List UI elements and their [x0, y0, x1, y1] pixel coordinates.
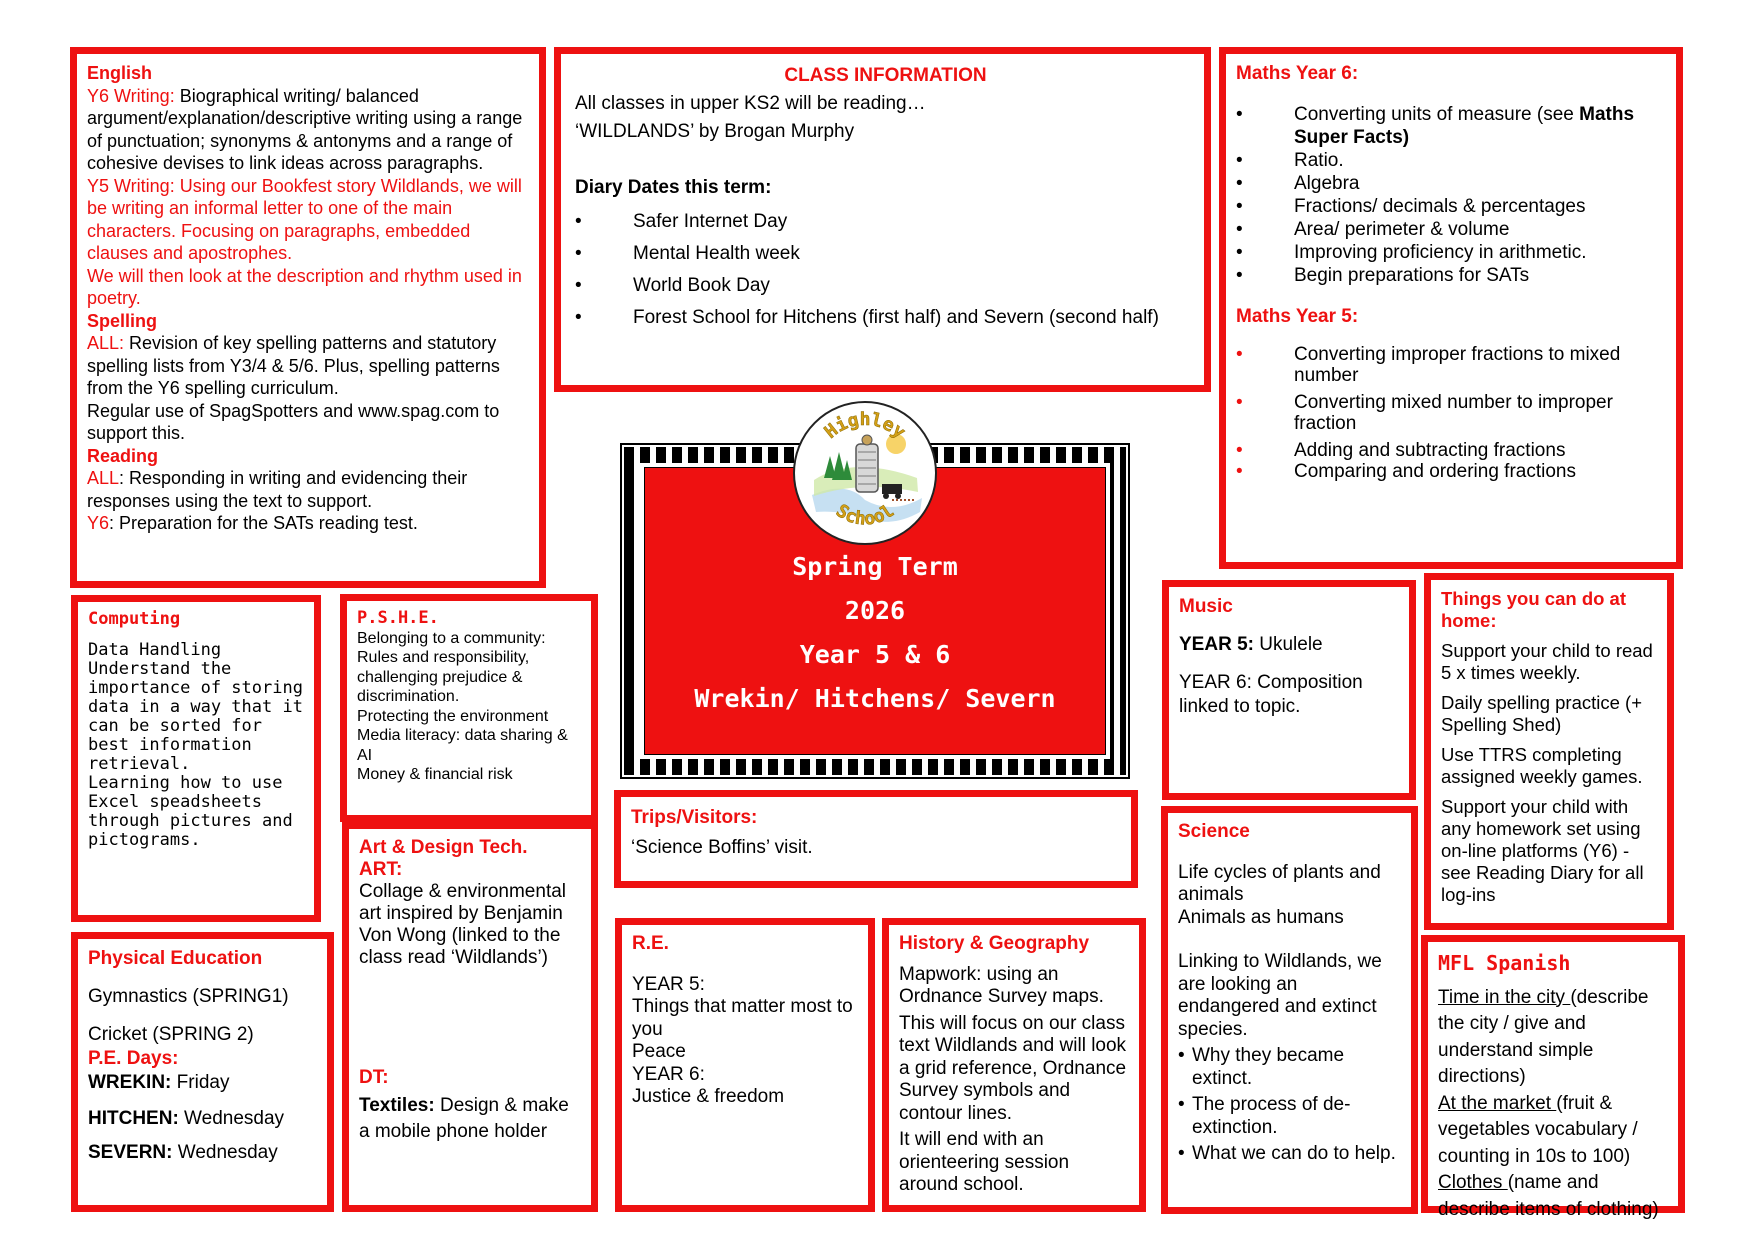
pshe-line-2: Protecting the environment — [357, 707, 549, 725]
pe-day-hitchen: HITCHEN: Wednesday — [88, 1108, 285, 1129]
list-item: • Forest School for Hitchens (first half) and Severn (second half) — [575, 307, 1159, 328]
list-item: • Begin preparations for SATs — [1236, 265, 1530, 286]
english-poetry: We will then look at the description and rhythm used in poetry. — [87, 265, 522, 308]
dt-text: Textiles: Design & make a mobile phone holder — [359, 1095, 569, 1142]
pe-day-severn: SEVERN: Wednesday — [88, 1142, 278, 1163]
art-text: Collage & environmental art inspired by Benjamin Von Wong (linked to the class read ‘Wildlands’) — [359, 881, 567, 968]
logo-bottom-text: School — [832, 500, 898, 530]
maths6-title: Maths Year 6: — [1236, 63, 1359, 84]
list-item: • Adding and subtracting fractions — [1236, 440, 1566, 461]
computing-panel — [71, 595, 321, 922]
home-item-1: Support your child to read 5 x times weekly. — [1441, 640, 1653, 683]
diary-title: Diary Dates this term: — [575, 177, 772, 198]
list-item: • Improving proficiency in arithmetic. — [1236, 242, 1587, 263]
banner-line-4: Wrekin/ Hitchens/ Severn — [694, 684, 1056, 713]
spelling-text-2: Regular use of SpagSpotters and www.spag.com to support this. — [87, 400, 500, 443]
music-panel — [1162, 580, 1416, 800]
pe-day-wrekin: WREKIN: Friday — [88, 1072, 230, 1093]
english-title: English — [87, 63, 153, 83]
list-item: • What we can do to help. — [1178, 1143, 1396, 1164]
pshe-line-3: Media literacy: data sharing & AI — [357, 727, 568, 764]
class-info-line-2: ‘WILDLANDS’ by Brogan Murphy — [575, 121, 855, 142]
reading-y6: Y6: Preparation for the SATs reading test. — [87, 513, 418, 533]
english-y5-writing: Y5 Writing: Using our Bookfest story Wildlands, we will be writing an informal letter to one of the main characters. Focusing on paragraphs, embedded clauses and apostrophes. — [87, 175, 522, 263]
list-item: • Algebra — [1236, 173, 1360, 194]
music-year6: YEAR 6: Composition linked to topic. — [1179, 672, 1363, 717]
re-panel — [615, 918, 875, 1212]
pe-panel — [71, 932, 334, 1212]
pe-line-1: Gymnastics (SPRING1) — [88, 986, 289, 1007]
list-item: • Comparing and ordering fractions — [1236, 461, 1576, 482]
home-item-4: Support your child with any homework set using on-line platforms (Y6) - see Reading Diary for all log-ins — [1441, 796, 1644, 905]
history-panel — [882, 918, 1146, 1212]
science-panel — [1161, 806, 1418, 1214]
pe-line-2: Cricket (SPRING 2) — [88, 1024, 254, 1045]
diary-list — [575, 206, 1196, 334]
art-label: ART: — [359, 859, 403, 880]
pshe-line-4: Money & financial risk — [357, 766, 513, 783]
english-y6-writing: Y6 Writing: Biographical writing/ balanced argument/explanation/descriptive writing using a range of punctuation; synonyms & antonyms and a range of cohesive devises to link ideas across paragraphs. — [87, 85, 523, 173]
spelling-title: Spelling — [87, 310, 158, 331]
maths5-title: Maths Year 5: — [1236, 306, 1359, 327]
pshe-line-1: Belonging to a community: Rules and responsibility, challenging prejudice & discrimination. — [357, 629, 546, 705]
re-line-2: Things that matter most to you — [632, 996, 853, 1040]
trips-panel — [614, 790, 1138, 888]
computing-title: Computing — [88, 609, 181, 629]
re-line-4: YEAR 6: — [632, 1063, 705, 1085]
home-panel — [1424, 573, 1674, 930]
list-item: • Fractions/ decimals & percentages — [1236, 196, 1586, 217]
science-line-2: Animals as humans — [1178, 906, 1344, 928]
class-info-title: CLASS INFORMATION — [784, 65, 987, 86]
home-item-2: Daily spelling practice (+ Spelling Shed) — [1441, 692, 1643, 735]
trips-text: ‘Science Boffins’ visit. — [631, 837, 813, 858]
pshe-panel — [340, 594, 598, 822]
re-line-3: Peace — [632, 1041, 686, 1062]
list-item: • Converting mixed number to improper fraction — [1236, 392, 1613, 434]
science-list — [1178, 1045, 1403, 1166]
re-line-1: YEAR 5: — [632, 973, 705, 995]
reading-title: Reading — [87, 445, 159, 466]
computing-text-2: Understand the importance of storing data in a way that it can be sorted for best information retrieval. — [88, 659, 303, 774]
list-item: • The process of de-extinction. — [1178, 1094, 1351, 1138]
list-item: • Safer Internet Day — [575, 211, 788, 232]
banner-line-3: Year 5 & 6 — [799, 640, 951, 669]
banner-line-2: 2026 — [844, 596, 906, 625]
list-item: • World Book Day — [575, 275, 770, 296]
mfl-item-2: At the market (fruit & vegetables vocabulary / counting in 10s to 100) — [1438, 1092, 1638, 1167]
trips-title: Trips/Visitors: — [631, 807, 758, 828]
dt-label: DT: — [359, 1067, 389, 1088]
list-item: • Area/ perimeter & volume — [1236, 219, 1510, 240]
mfl-panel — [1421, 935, 1685, 1220]
history-title: History & Geography — [899, 933, 1090, 954]
school-logo — [792, 400, 938, 546]
science-line-3: Linking to Wildlands, we are looking an endangered and extinct species. — [1178, 951, 1382, 1040]
english-panel — [70, 47, 546, 588]
class-info-line-1: All classes in upper KS2 will be reading… — [575, 93, 926, 114]
science-title: Science — [1178, 821, 1250, 842]
re-title: R.E. — [632, 933, 669, 954]
music-year5: YEAR 5: Ukulele — [1179, 634, 1323, 655]
history-p2: This will focus on our class text Wildlands and will look a grid reference, Ordnance Survey symbols and contour lines. — [899, 1012, 1127, 1124]
mfl-title: MFL Spanish — [1438, 951, 1571, 975]
mfl-item-3: Clothes (name and describe items of clothing) — [1438, 1172, 1659, 1220]
list-item: • Ratio. — [1236, 150, 1344, 171]
re-line-5: Justice & freedom — [632, 1086, 785, 1107]
list-item: • Why they became extinct. — [1178, 1045, 1345, 1089]
banner-line-1: Spring Term — [792, 552, 958, 581]
pe-days-title: P.E. Days: — [88, 1048, 179, 1069]
computing-text-3: Learning how to use Excel speadsheets through pictures and pictograms. — [88, 773, 293, 850]
computing-text-1: Data Handling — [88, 640, 222, 660]
home-item-3: Use TTRS completing assigned weekly games. — [1441, 744, 1643, 787]
pshe-title: P.S.H.E. — [357, 608, 439, 628]
mfl-item-1: Time in the city (describe the city / give and understand simple directions) — [1438, 986, 1649, 1087]
maths-panel — [1219, 47, 1683, 569]
list-item: • Converting units of measure (see Maths Super Facts) — [1236, 104, 1635, 148]
history-p3: It will end with an orienteering session around school. — [899, 1129, 1070, 1195]
reading-all: ALL: Responding in writing and evidencing their responses using the text to support. — [87, 468, 468, 511]
list-item: • Converting improper fractions to mixed number — [1236, 344, 1621, 386]
home-title: Things you can do at home: — [1441, 588, 1627, 631]
maths5-list — [1236, 344, 1668, 482]
art-panel — [342, 822, 598, 1212]
art-title: Art & Design Tech. — [359, 837, 528, 858]
spelling-text: ALL: Revision of key spelling patterns and statutory spelling lists from Y3/4 & 5/6. Plus, spelling patterns from the Y6 spelling curriculum. — [87, 333, 500, 398]
history-p1: Mapwork: using an Ordnance Survey maps. — [899, 963, 1104, 1007]
pe-title: Physical Education — [88, 948, 263, 969]
logo-top-text: Highley — [820, 409, 910, 443]
class-info-panel — [554, 47, 1211, 392]
music-title: Music — [1179, 596, 1233, 617]
list-item: • Mental Health week — [575, 243, 800, 264]
maths6-list — [1236, 103, 1668, 287]
science-line-1: Life cycles of plants and animals — [1178, 861, 1381, 905]
